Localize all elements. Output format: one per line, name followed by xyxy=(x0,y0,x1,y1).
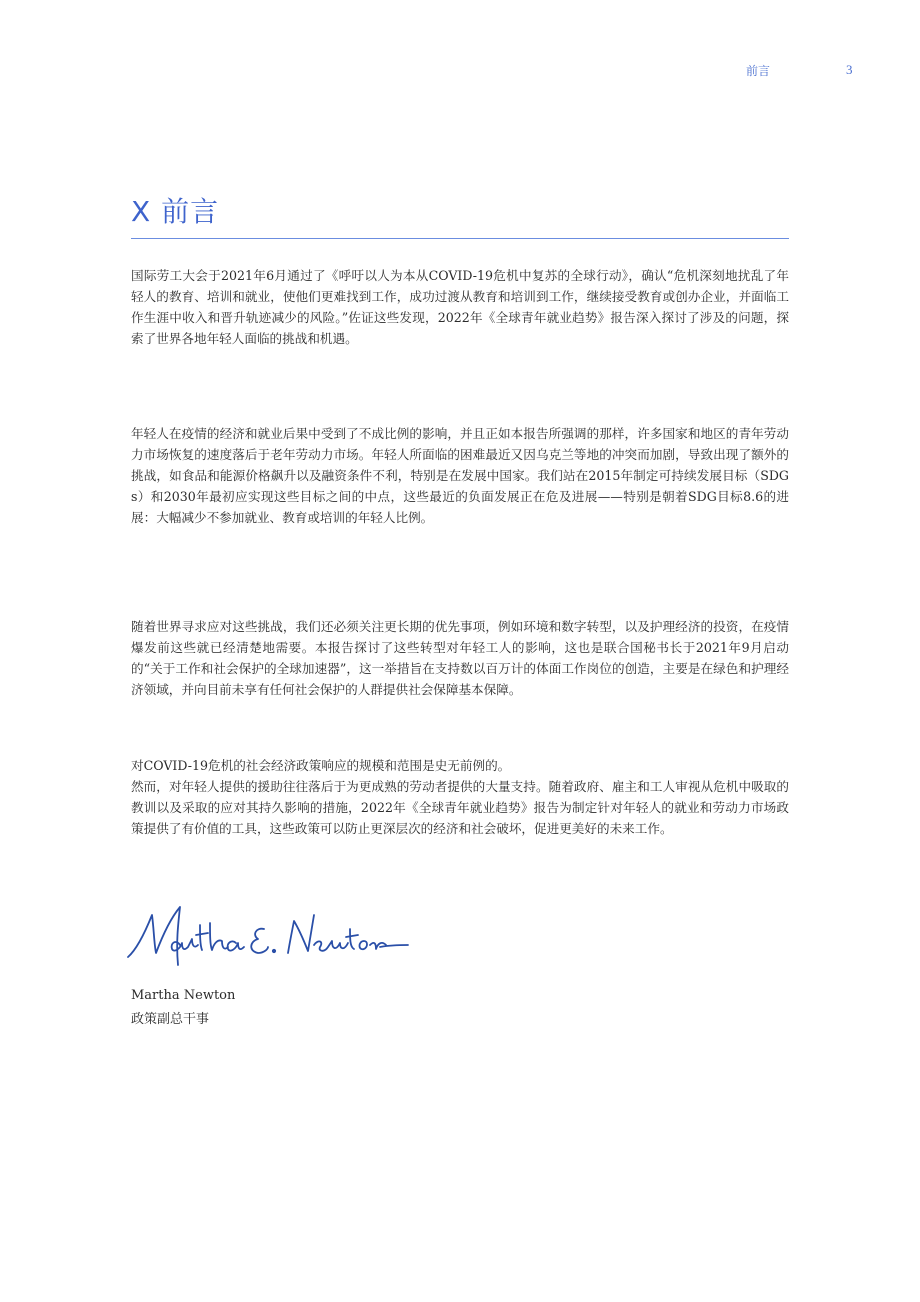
signer-name: Martha Newton xyxy=(131,988,236,1003)
page-number: 3 xyxy=(846,62,853,77)
paragraph-4 xyxy=(131,755,789,839)
title-divider xyxy=(131,238,789,239)
paragraph-2: 年轻人在疫情的经济和就业后果中受到了不成比例的影响，并且正如本报告所强调的那样，许多国家和地区的青年劳动力市场恢复的速度落后于老年劳动力市场。年轻人所面临的困难最近又因乌克兰等地的冲突而加剧，导致出现了额外的挑战，如食品和能源价格飙升以及融资条件不利，特别是在发展中国家。我们站在2015年制定可持续发展目标（SDGs）和2030年最初应实现这些目标之间的中点，这些最近的负面发展正在危及进展——特别是朝着SDG目标8.6的进展：大幅减少不参加就业、教育或培训的年轻人比例。 xyxy=(131,426,789,525)
closing-line-1: 对COVID-19危机的社会经济政策响应的规模和范围是史无前例的。 xyxy=(131,758,511,773)
running-header xyxy=(0,62,920,82)
paragraph-1: 国际劳工大会于2021年6月通过了《呼吁以人为本从COVID-19危机中复苏的全球行动》，确认“危机深刻地扰乱了年轻人的教育、培训和就业，使他们更难找到工作，成功过渡从教育和培训到工作，继续接受教育或创办企业，并面临工作生涯中收入和晋升轨迹减少的风险。”佐证这些发现，2022年《全球青年就业趋势》报告深入探讨了涉及的问题，探索了世界各地年轻人面临的挑战和机遇。 xyxy=(131,268,789,346)
signature-image xyxy=(118,895,418,980)
paragraph-3: 随着世界寻求应对这些挑战，我们还必须关注更长期的优先事项，例如环境和数字转型，以及护理经济的投资，在疫情爆发前这些就已经清楚地需要。本报告探讨了这些转型对年轻工人的影响，这也是联合国秘书长于2021年9月启动的“关于工作和社会保护的全球加速器”，这一举措旨在支持数以百万计的体面工作岗位的创造，主要是在绿色和护理经济领域，并向目前未享有任何社会保护的人群提供社会保障基本保障。 xyxy=(131,619,789,697)
running-title: 前言 xyxy=(746,64,771,78)
signer-title: 政策副总干事 xyxy=(131,1012,210,1027)
section-title: X 前言 xyxy=(131,195,220,228)
closing-line-2: 然而，对年轻人提供的援助往往落后于为更成熟的劳动者提供的大量支持。随着政府、雇主和工人审视从危机中吸取的教训以及采取的应对其持久影响的措施，2022年《全球青年就业趋势》报告为制定针对年轻人的就业和劳动力市场政策提供了有价值的工具，这些政策可以防止更深层次的经济和社会破坏，促进更美好的未来工作。 xyxy=(131,779,789,836)
